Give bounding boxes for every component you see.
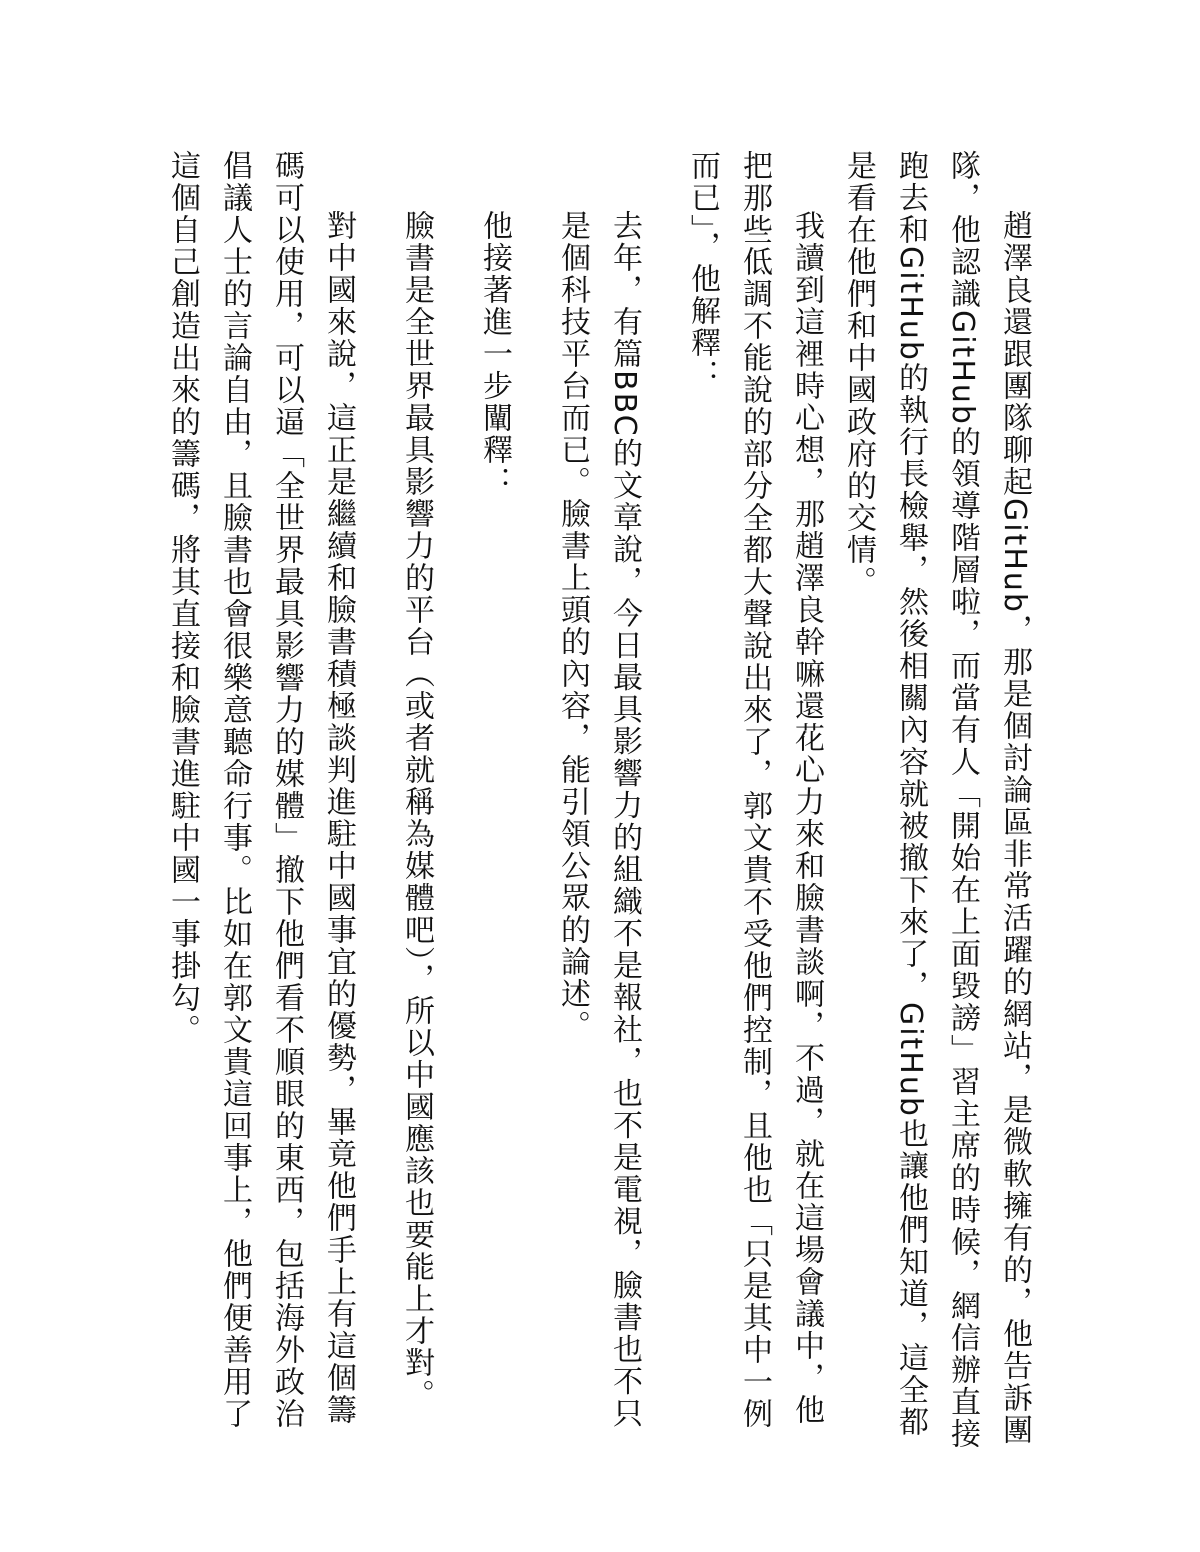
vertical-text-body bbox=[130, 150, 1040, 1450]
paragraph-bbc-quote: 去年，有篇BBC的文章說，今日最具影響力的組織不是報社，也不是電視，臉書也不只是個科技平台而已。臉書上頭的內容，能引領公眾的論述。 bbox=[555, 210, 642, 1430]
paragraph-further: 他接著進一步闡釋： bbox=[477, 210, 512, 498]
paragraph-leverage: 對中國來說，這正是繼續和臉書積極談判進駐中國事宜的優勢，畢竟他們手上有這個籌碼可以使用，可以逼「全世界最具影響力的媒體」撤下他們看不順眼的東西，包括海外政治倡議人士的言論自由，且臉書也會很樂意聽命行事。比如在郭文貴這回事上，他們便善用了這個自己創造出來的籌碼，將其直接和臉書進駐中國一事掛勾。 bbox=[165, 150, 356, 1430]
paragraph-github: 趙澤良還跟團隊聊起GitHub，那是個討論區非常活躍的網站，是微軟擁有的，他告訴團隊，他認識GitHub的領導階層啦，而當有人「開始在上面毀謗」習主席的時候，網信辦直接跑去和GitHub的執行長檢舉，然後相關內容就被撤下來了，GitHub也讓他們知道，這全都是看在他們和中國政府的交情。 bbox=[841, 150, 1032, 1450]
paragraph-facebook-quote: 臉書是全世界最具影響力的平台（或者就稱為媒體吧），所以中國應該也要能上才對。 bbox=[399, 210, 434, 1411]
paragraph-reflection: 我讀到這裡時心想，那趙澤良幹嘛還花心力來和臉書談啊，不過，就在這場會議中，他把那些低調不能說的部分全都大聲說出來了，郭文貴不受他們控制，且他也「只是其中一例而已」，他解釋： bbox=[685, 150, 824, 1430]
